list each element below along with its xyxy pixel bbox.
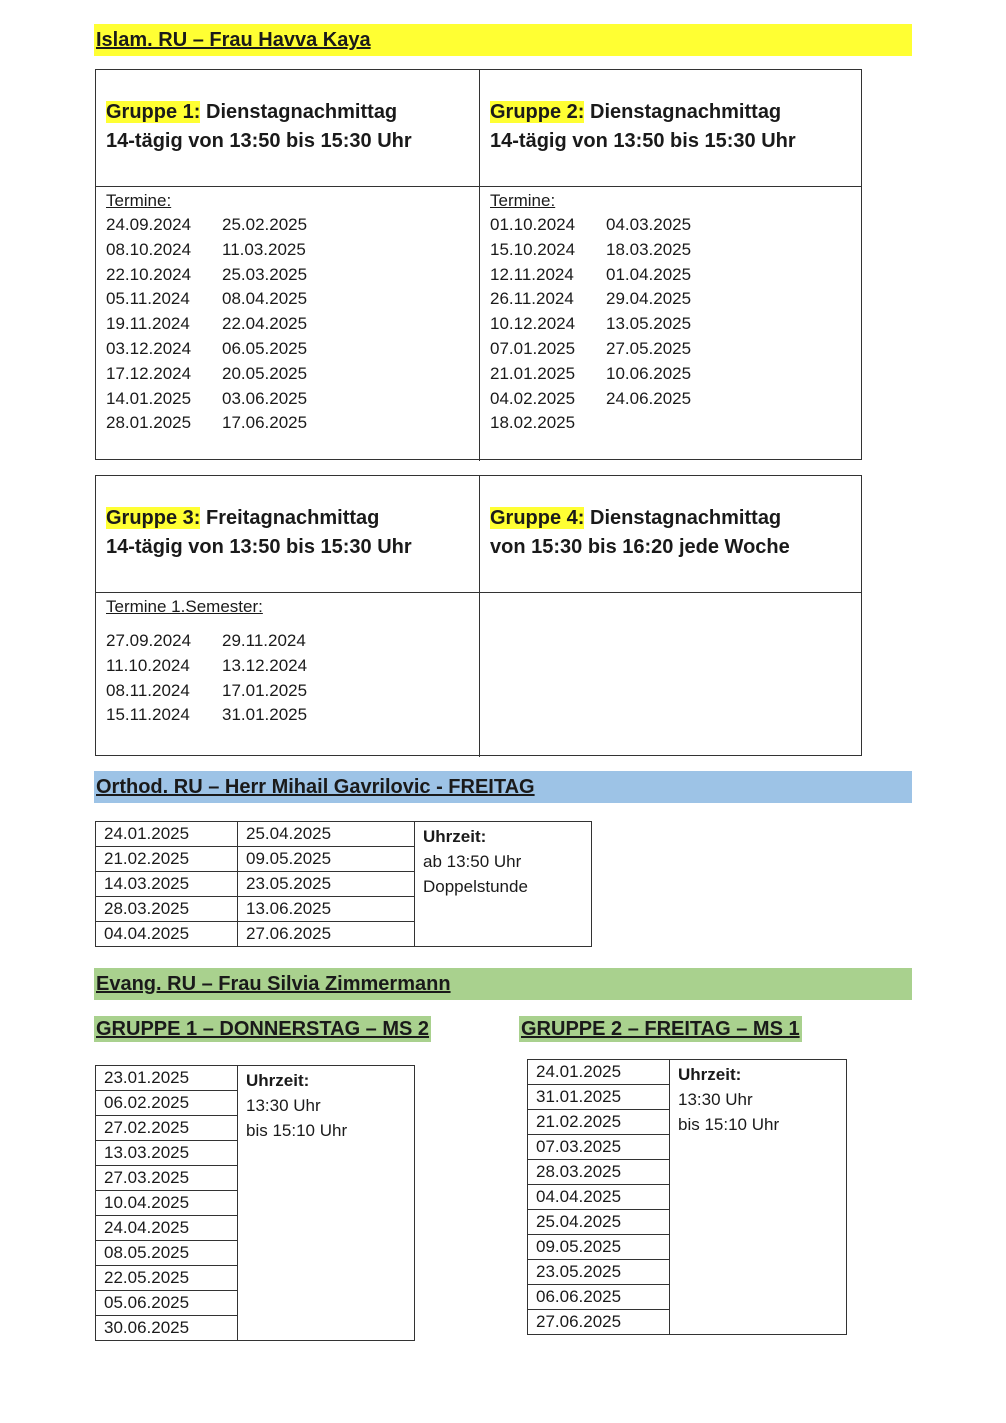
group4-time: von 15:30 bis 16:20 jede Woche (490, 536, 790, 558)
group2-time: 14-tägig von 13:50 bis 15:30 Uhr (490, 130, 796, 152)
group4-dates (479, 593, 862, 757)
time-note-line: bis 15:10 Uhr (246, 1121, 348, 1140)
date-cell: 28.03.2025 (96, 897, 238, 922)
date-value: 12.11.2024 (490, 264, 574, 284)
date-cell: 21.02.2025 (96, 847, 238, 872)
date-cell: 31.01.2025 (528, 1085, 670, 1110)
date-value (606, 411, 722, 436)
date-row (106, 703, 469, 728)
date-value: 22.10.2024 (106, 264, 192, 284)
date-value: 15.10.2024 (490, 239, 576, 259)
date-cell: 25.04.2025 (528, 1210, 670, 1235)
group1-dates (96, 187, 479, 461)
date-row (490, 238, 852, 263)
date-cell: 06.06.2025 (528, 1285, 670, 1310)
time-note-line: 13:30 Uhr (678, 1090, 753, 1109)
date-row (106, 337, 469, 362)
group2-day: Dienstagnachmittag (584, 101, 782, 123)
table-row (96, 822, 592, 847)
date-row (106, 362, 469, 387)
time-note-label: Uhrzeit: (246, 1071, 310, 1090)
group1-label: Gruppe 1: (106, 101, 201, 123)
date-cell: 27.06.2025 (238, 922, 415, 947)
time-note-line: ab 13:50 Uhr (423, 852, 522, 871)
date-value: 29.04.2025 (606, 289, 692, 309)
date-row (106, 679, 469, 704)
group1-day: Dienstagnachmittag (200, 101, 398, 123)
group3-termine-label: Termine 1.Semester: (106, 597, 263, 616)
group3-time: 14-tägig von 13:50 bis 15:30 Uhr (106, 536, 412, 558)
date-value: 13.12.2024 (222, 655, 308, 675)
date-value: 11.03.2025 (222, 239, 306, 259)
date-value: 27.05.2025 (606, 338, 692, 358)
date-row (106, 411, 469, 436)
date-row (106, 629, 469, 654)
date-row (106, 213, 469, 238)
date-cell: 10.04.2025 (96, 1191, 238, 1216)
time-note-label: Uhrzeit: (678, 1065, 742, 1084)
evang-banner: Evang. RU – Frau Silvia Zimmermann (94, 968, 912, 1000)
group1-time: 14-tägig von 13:50 bis 15:30 Uhr (106, 130, 412, 152)
evang-group1-title: GRUPPE 1 – DONNERSTAG – MS 2 (96, 1018, 430, 1040)
orthod-table (95, 821, 592, 947)
date-cell: 09.05.2025 (238, 847, 415, 872)
date-value: 17.12.2024 (106, 363, 192, 383)
date-row (490, 287, 852, 312)
date-row (490, 337, 852, 362)
date-value: 19.11.2024 (106, 314, 190, 334)
time-note (238, 1066, 415, 1341)
date-row (106, 312, 469, 337)
date-value: 06.05.2025 (222, 338, 308, 358)
group4-header (479, 476, 862, 593)
date-cell: 14.03.2025 (96, 872, 238, 897)
time-note-line: 13:30 Uhr (246, 1096, 321, 1115)
date-cell: 07.03.2025 (528, 1135, 670, 1160)
orthod-banner: Orthod. RU – Herr Mihail Gavrilovic - FREITAG (94, 771, 912, 803)
date-value: 31.01.2025 (222, 705, 308, 725)
date-cell: 24.01.2025 (528, 1060, 670, 1085)
date-cell: 09.05.2025 (528, 1235, 670, 1260)
date-value: 08.04.2025 (222, 289, 308, 309)
table-row (96, 1066, 415, 1091)
date-cell: 27.06.2025 (528, 1310, 670, 1335)
date-cell: 23.01.2025 (96, 1066, 238, 1091)
date-cell: 06.02.2025 (96, 1091, 238, 1116)
date-cell: 24.04.2025 (96, 1216, 238, 1241)
date-value: 14.01.2025 (106, 388, 192, 408)
date-value: 05.11.2024 (106, 289, 190, 309)
time-note (670, 1060, 847, 1335)
date-value: 10.12.2024 (490, 314, 576, 334)
date-value: 01.04.2025 (606, 264, 692, 284)
date-value: 18.03.2025 (606, 239, 692, 259)
date-row (490, 312, 852, 337)
date-value: 11.10.2024 (106, 655, 190, 675)
date-value: 17.01.2025 (222, 680, 308, 700)
date-value: 01.10.2024 (490, 215, 576, 234)
date-value: 04.02.2025 (490, 388, 576, 408)
date-value: 17.06.2025 (222, 413, 308, 433)
date-row (490, 263, 852, 288)
date-row (106, 287, 469, 312)
date-value: 22.04.2025 (222, 314, 308, 334)
date-value: 25.03.2025 (222, 264, 308, 284)
group2-label: Gruppe 2: (490, 101, 585, 123)
evang-group1-table (95, 1065, 415, 1341)
date-value: 21.01.2025 (490, 363, 576, 383)
date-cell: 27.02.2025 (96, 1116, 238, 1141)
islam-groups-3-4 (95, 475, 862, 756)
date-value: 24.06.2025 (606, 388, 692, 408)
date-value: 29.11.2024 (222, 631, 306, 650)
group4-day: Dienstagnachmittag (584, 507, 782, 529)
date-row (490, 362, 852, 387)
date-value: 04.03.2025 (606, 215, 692, 234)
date-row (106, 263, 469, 288)
date-cell: 04.04.2025 (528, 1185, 670, 1210)
date-row (106, 238, 469, 263)
date-value: 08.11.2024 (106, 680, 190, 700)
table-row (528, 1060, 847, 1085)
group2-dates (479, 187, 862, 461)
group2-header (479, 70, 862, 187)
date-row (106, 654, 469, 679)
group3-header (96, 476, 479, 593)
date-cell: 24.01.2025 (96, 822, 238, 847)
evang-group2-title: GRUPPE 2 – FREITAG – MS 1 (521, 1018, 800, 1040)
date-row (106, 387, 469, 412)
group3-day: Freitagnachmittag (200, 507, 380, 529)
date-cell: 22.05.2025 (96, 1266, 238, 1291)
date-value: 28.01.2025 (106, 413, 192, 433)
date-value: 24.09.2024 (106, 215, 192, 234)
time-note (415, 822, 592, 947)
date-value: 20.05.2025 (222, 363, 308, 383)
date-row (490, 387, 852, 412)
date-cell: 13.03.2025 (96, 1141, 238, 1166)
group2-termine-label: Termine: (490, 191, 556, 210)
evang-group2-table (527, 1059, 847, 1335)
date-cell: 23.05.2025 (528, 1260, 670, 1285)
date-cell: 25.04.2025 (238, 822, 415, 847)
group3-dates (96, 593, 479, 757)
date-cell: 30.06.2025 (96, 1316, 238, 1341)
date-cell: 05.06.2025 (96, 1291, 238, 1316)
date-cell: 13.06.2025 (238, 897, 415, 922)
date-cell: 27.03.2025 (96, 1166, 238, 1191)
islam-banner: Islam. RU – Frau Havva Kaya (94, 24, 912, 56)
date-value: 25.02.2025 (222, 215, 308, 234)
date-value: 26.11.2024 (490, 289, 574, 309)
date-value: 15.11.2024 (106, 705, 190, 725)
group1-termine-label: Termine: (106, 191, 172, 210)
date-value: 07.01.2025 (490, 338, 576, 358)
group4-label: Gruppe 4: (490, 507, 585, 529)
date-value: 18.02.2025 (490, 413, 576, 433)
group3-label: Gruppe 3: (106, 507, 201, 529)
date-value: 10.06.2025 (606, 363, 692, 383)
group1-header (96, 70, 479, 187)
time-note-line: bis 15:10 Uhr (678, 1115, 780, 1134)
date-cell: 21.02.2025 (528, 1110, 670, 1135)
date-value: 27.09.2024 (106, 631, 192, 650)
date-row (490, 411, 852, 436)
date-cell: 23.05.2025 (238, 872, 415, 897)
date-value: 03.06.2025 (222, 388, 308, 408)
date-value: 03.12.2024 (106, 338, 192, 358)
time-note-line: Doppelstunde (423, 877, 528, 896)
islam-groups-1-2 (95, 69, 862, 460)
date-row (490, 213, 852, 238)
date-cell: 08.05.2025 (96, 1241, 238, 1266)
date-cell: 04.04.2025 (96, 922, 238, 947)
time-note-label: Uhrzeit: (423, 827, 487, 846)
date-value: 08.10.2024 (106, 239, 192, 259)
date-cell: 28.03.2025 (528, 1160, 670, 1185)
date-value: 13.05.2025 (606, 314, 692, 334)
